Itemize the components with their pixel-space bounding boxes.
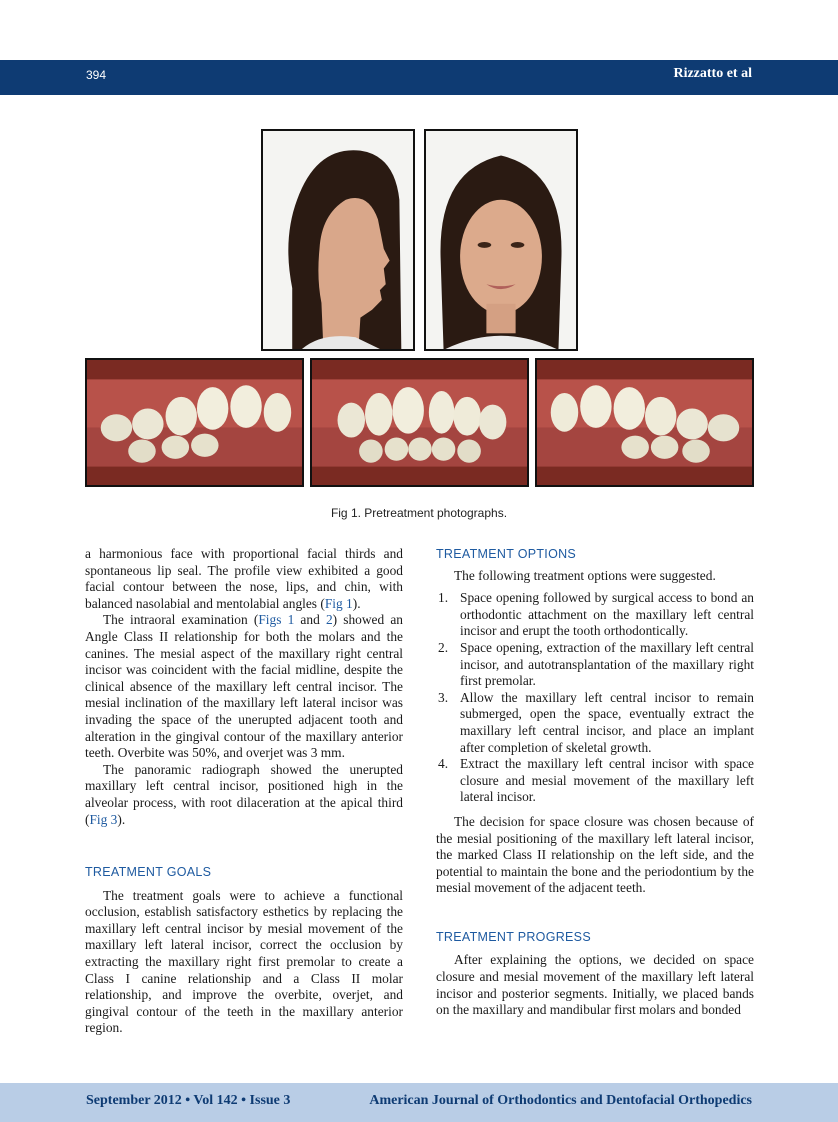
intraoral-left-photo [535, 358, 754, 487]
intraoral-frontal-photo [310, 358, 529, 487]
issue-info: September 2012 • Vol 142 • Issue 3 [86, 1093, 291, 1108]
paragraph-treatment-progress: After explaining the options, we decided on space closure and mesial movement of the maxillary left lateral incisor and posterior segments. Initially, we placed bands on the maxillary and mandibular first molars and bonded [436, 952, 754, 1018]
paragraph-decision: The decision for space closure was chosen because of the mesial positioning of the maxillary left lateral incisor, the marked Class II relationship on the left side, and the potential to maintain the bone and the periodontium by the mesial movement of the adjacent teeth. [436, 813, 754, 896]
profile-photo [261, 129, 415, 351]
list-item: 4. Extract the maxillary left central incisor with space closure and mesial movement of the maxillary left lateral incisor. [438, 756, 754, 805]
figs-1-link[interactable]: Figs 1 [258, 612, 295, 628]
intraoral-right-photo [85, 358, 304, 487]
list-item: 1. Space opening followed by surgical access to bond an orthodontic attachment on the maxillary left central incisor and erupt the tooth orthodontically. [438, 590, 754, 639]
page-number: 394 [86, 68, 107, 82]
options-intro: The following treatment options were suggested. [454, 567, 716, 583]
running-head: Rizzatto et al [673, 66, 752, 81]
running-header [0, 60, 838, 95]
fig-1-link[interactable]: Fig 1 [324, 595, 353, 611]
fig-2-link[interactable]: 2 [325, 612, 333, 628]
list-item: 3. Allow the maxillary left central incisor to remain submerged, open the space, eventually extract the maxillary left central incisor, and place an implant after completion of skeletal growth. [438, 689, 754, 755]
heading-treatment-progress: TREATMENT PROGRESS [436, 929, 591, 944]
heading-treatment-options: TREATMENT OPTIONS [436, 547, 577, 561]
options-list [436, 590, 754, 806]
journal-name: American Journal of Orthodontics and Dentofacial Orthopedics [369, 1093, 752, 1108]
page-footer [0, 1083, 838, 1122]
heading-treatment-goals: TREATMENT GOALS [85, 865, 212, 880]
figure-caption: Fig 1. Pretreatment photographs. [330, 506, 508, 520]
list-item: 2. Space opening, extraction of the maxillary left central incisor, and autotransplantation of the maxillary right first premolar. [438, 639, 754, 689]
right-column [436, 546, 754, 1019]
paragraph-intraoral: The intraoral examination (Figs 1 and 2) showed an Angle Class II relationship for both the molars and the canines. The mesial aspect of the maxillary right central incisor was coincident with the facial midline, despite the clinical absence of the maxillary left central incisor. The mesial inclination of the maxillary left lateral incisor was invading the space of the unerupted adjacent tooth and alteration in the gingival contour of the maxillary anterior teeth. Overbite was 50%, and overjet was 3 mm. [85, 612, 403, 761]
paragraph-face: a harmonious face with proportional facial thirds and spontaneous lip seal. The profile view exhibited a good facial contour between the nose, lips, and chin, with balanced nasolabial and mentolabial angles (Fig 1). [85, 546, 403, 611]
frontal-photo [424, 129, 578, 351]
fig-3-link[interactable]: Fig 3 [89, 811, 118, 827]
paragraph-treatment-goals: The treatment goals were to achieve a functional occlusion, establish satisfactory esthetics by replacing the maxillary left central incisor by mesial movement of the maxillary left lateral incisor, correct the occlusion by extracting the maxillary right first premolar to create a Class I canine relationship and a Class II molar relationship, and improve the overbite, overjet, and gingival contour of the teeth in the maxillary anterior region. [85, 887, 403, 1036]
paragraph-panoramic: The panoramic radiograph showed the unerupted maxillary left central incisor, positioned high in the alveolar process, with root dilaceration at the apical third (Fig 3). [85, 761, 403, 827]
left-column [85, 546, 403, 1037]
